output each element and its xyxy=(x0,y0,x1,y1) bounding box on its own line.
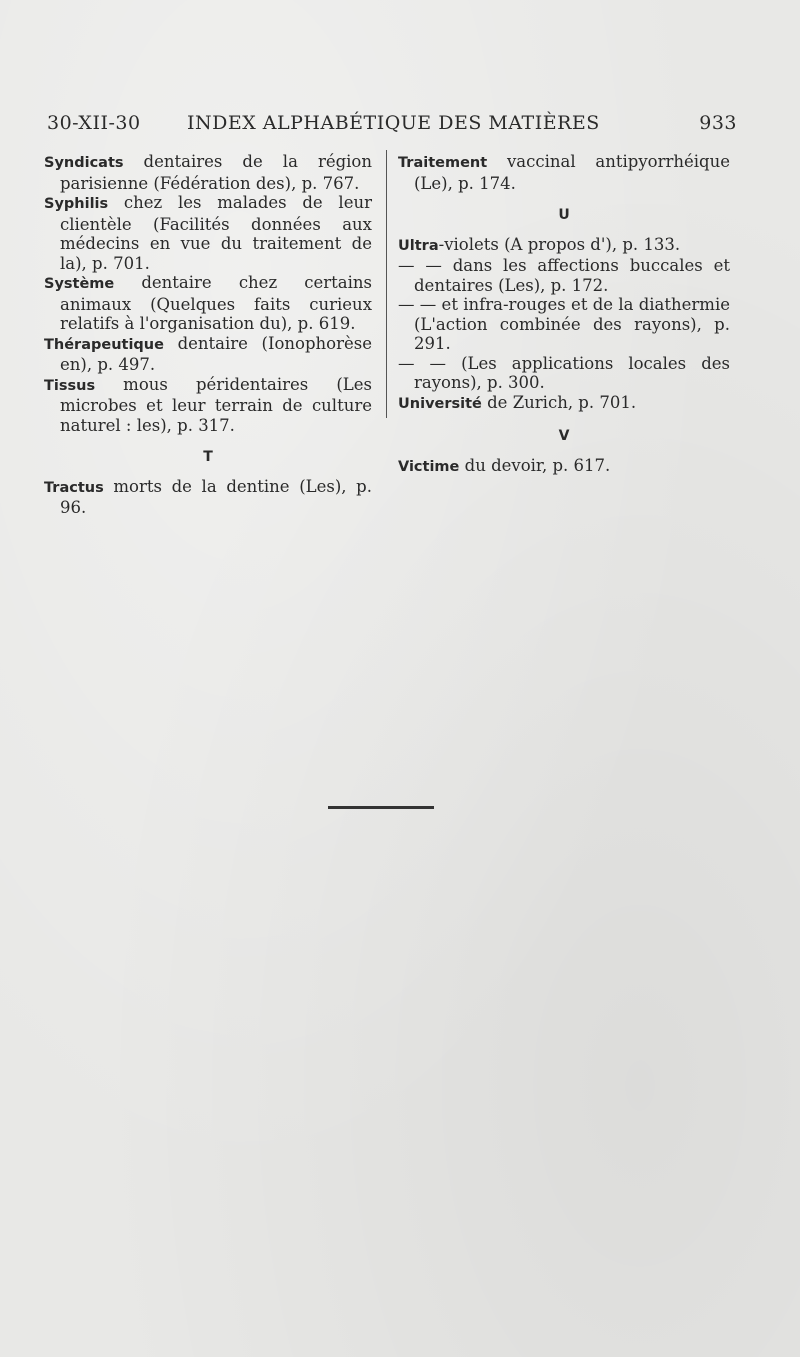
index-entry xyxy=(398,456,730,478)
entry-keyword: Université xyxy=(398,395,482,412)
left-column xyxy=(44,152,372,518)
entry-keyword: Tractus xyxy=(44,479,104,496)
section-letter-v: V xyxy=(558,428,570,444)
entry-text: chez les malades de leur clientèle (Facilités données aux médecins en vue du traitement de la), p. 701. xyxy=(60,193,372,273)
column-divider xyxy=(386,150,387,418)
end-rule xyxy=(328,806,434,809)
entry-text: dentaire (Ionophorèse en), p. 497. xyxy=(60,333,372,374)
index-entry xyxy=(398,152,730,193)
index-entry xyxy=(44,152,372,193)
right-column xyxy=(398,152,730,477)
entry-keyword: Traitement xyxy=(398,155,488,171)
section-letter-u: U xyxy=(558,207,570,223)
page-number: 933 xyxy=(699,112,737,134)
index-entry xyxy=(398,393,730,415)
entry-text: mous péridentaires (Les microbes et leur terrain de culture naturel : les), p. 317. xyxy=(60,374,372,435)
section-letter-t: T xyxy=(203,449,213,465)
index-entry xyxy=(44,334,372,375)
entry-keyword: Ultra xyxy=(398,237,439,254)
index-entry xyxy=(44,193,372,273)
index-subentry: — — dans les affections buccales et dentaires (Les), p. 172. xyxy=(398,256,730,295)
header-title: INDEX ALPHABÉTIQUE DES MATIÈRES xyxy=(187,112,600,134)
entry-text: morts de la dentine (Les), p. 96. xyxy=(60,476,372,517)
index-entry xyxy=(44,375,372,436)
entry-text: de Zurich, p. 701. xyxy=(481,392,637,412)
entry-keyword: Syphilis xyxy=(44,196,109,212)
entry-keyword: Tissus xyxy=(44,377,96,394)
entry-keyword: Système xyxy=(44,276,115,292)
entry-text: dentaires de la région parisienne (Fédération des), p. 767. xyxy=(60,152,372,193)
index-entry xyxy=(44,273,372,334)
running-header xyxy=(47,112,737,142)
entry-keyword: Thérapeutique xyxy=(44,336,164,353)
entry-text: du devoir, p. 617. xyxy=(459,455,611,475)
entry-text: vaccinal antipyorrhéique (Le), p. 174. xyxy=(414,152,730,193)
index-entry xyxy=(44,477,372,518)
index-subentry: — — (Les applications locales des rayons), p. 300. xyxy=(398,353,730,392)
entry-keyword: Victime xyxy=(398,458,460,475)
entry-text: dentaire chez certains animaux (Quelques faits curieux relatifs à l'organisation du), p. 619. xyxy=(60,273,372,333)
index-entry xyxy=(398,235,730,257)
index-subentry: — — et infra-rouges et de la diathermie (L'action combinée des rayons), p. 291. xyxy=(398,295,730,353)
entry-text: -violets (A propos d'), p. 133. xyxy=(438,234,681,254)
entry-keyword: Syndicats xyxy=(44,155,124,171)
header-date: 30-XII-30 xyxy=(47,112,141,134)
